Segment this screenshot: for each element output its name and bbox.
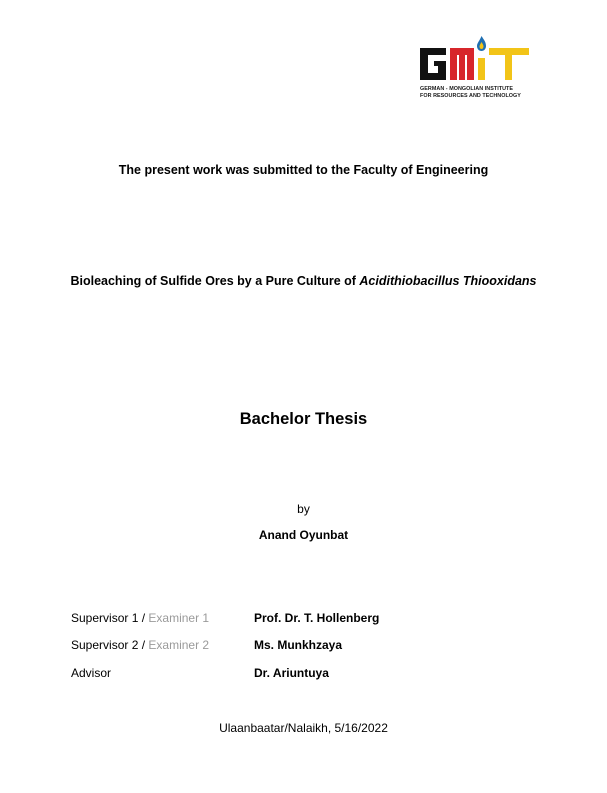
advisor-name: Dr. Ariuntuya xyxy=(254,666,329,680)
supervisor-1-role: Supervisor 1 xyxy=(71,611,139,625)
supervisor-1-name: Prof. Dr. T. Hollenberg xyxy=(254,611,380,625)
document-type: Bachelor Thesis xyxy=(239,410,368,428)
thesis-title xyxy=(0,274,607,288)
supervisor-2-separator: / xyxy=(138,638,149,652)
thesis-title-main: Bioleaching of Sulfide Ores by a Pure Culture of xyxy=(70,274,360,288)
supervisor-1-separator: / xyxy=(138,611,149,625)
thesis-title-organism: Acidithiobacillus Thiooxidans xyxy=(359,274,537,288)
supervisor-1-label xyxy=(71,611,209,625)
by-label: by xyxy=(297,502,310,516)
logo-institute-line2: FOR RESOURCES AND TECHNOLOGY xyxy=(420,93,521,99)
logo-institute-line1: GERMAN - MONGOLIAN INSTITUTE xyxy=(420,86,514,92)
gmit-logo-mark xyxy=(418,32,536,84)
supervisor-2-examiner: Examiner 2 xyxy=(148,638,210,652)
author-name: Anand Oyunbat xyxy=(258,528,349,542)
place-date: Ulaanbaatar/Nalaikh, 5/16/2022 xyxy=(219,721,388,735)
supervisor-2-label xyxy=(71,638,209,652)
submitted-statement: The present work was submitted to the Faculty of Engineering xyxy=(118,163,489,177)
supervisor-2-name: Ms. Munkhzaya xyxy=(254,638,343,652)
advisor-role: Advisor xyxy=(71,666,112,680)
supervisor-2-role: Supervisor 2 xyxy=(71,638,139,652)
gmit-logo xyxy=(418,32,536,104)
supervisor-1-examiner: Examiner 1 xyxy=(148,611,210,625)
advisor-label xyxy=(71,666,111,680)
